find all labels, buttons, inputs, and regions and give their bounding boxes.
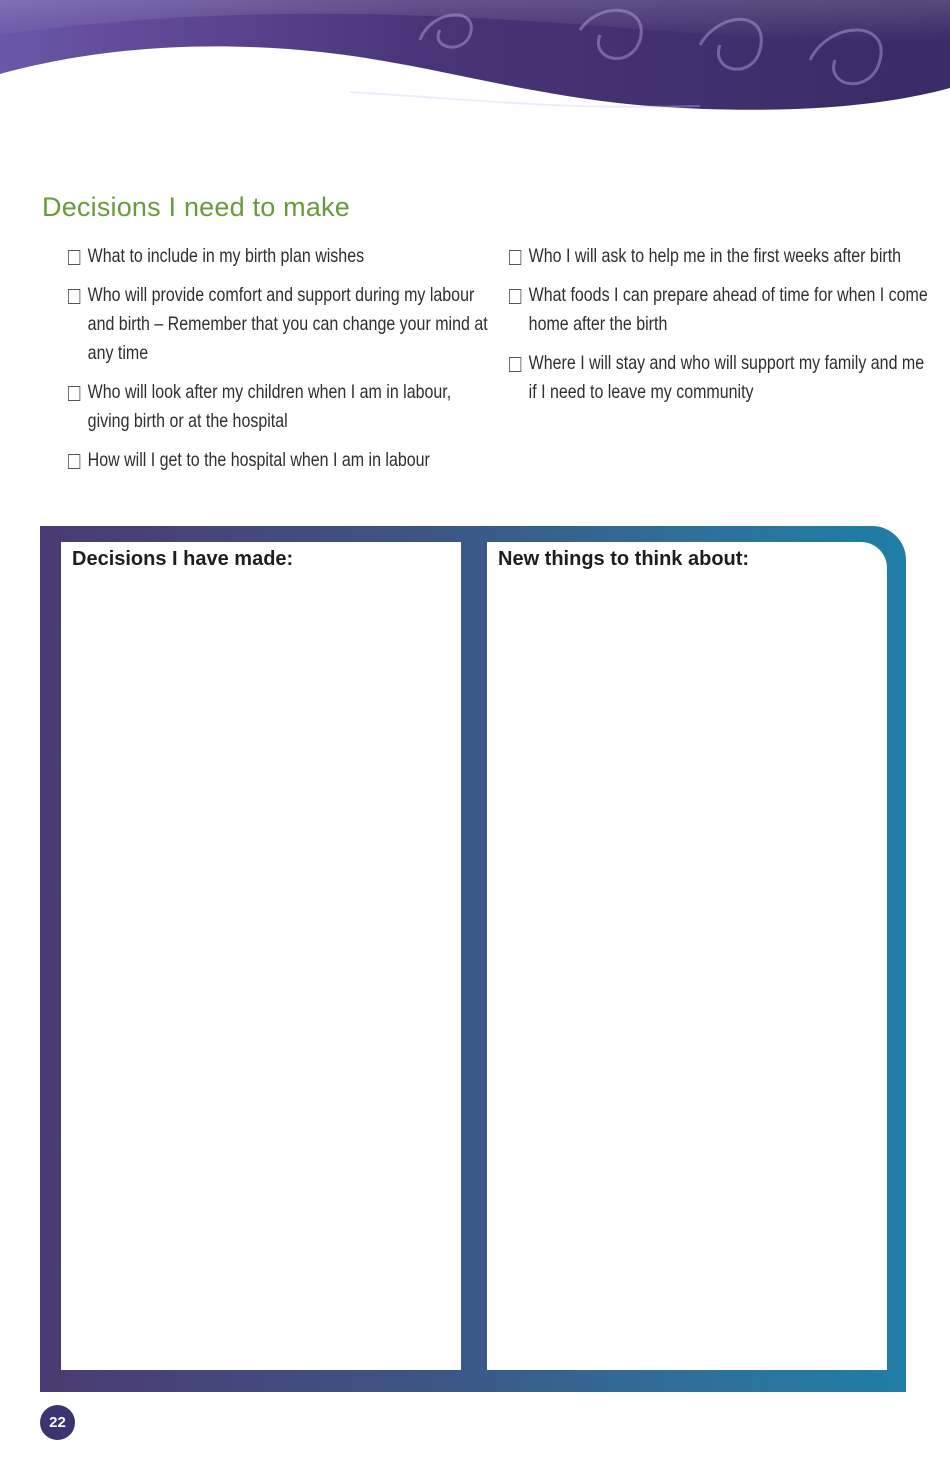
checkbox[interactable] [68,454,80,469]
checklist-item[interactable] [509,281,934,339]
checkbox[interactable] [68,289,80,304]
checklist-item-label: Where I will stay and who will support my family and me if I need to leave my community [528,352,925,403]
new-things-box[interactable] [487,542,887,1370]
checklist-item[interactable] [68,446,488,475]
checklist-left [68,242,488,485]
checkbox[interactable] [68,250,80,265]
checkbox[interactable] [509,289,521,304]
section-heading: Decisions I need to make [42,192,350,222]
checklist-item-label: Who I will ask to help me in the first weeks after birth [528,245,902,267]
checklist-item[interactable] [68,378,488,436]
decisions-made-box[interactable] [61,542,461,1370]
page-number-badge: 22 [40,1405,75,1440]
checklist-item[interactable] [68,281,488,368]
checklist-item[interactable] [509,349,934,407]
checkbox[interactable] [68,386,80,401]
checklist-item[interactable] [509,242,934,271]
checkbox[interactable] [509,357,521,372]
notes-panel [40,526,906,1392]
checklist-item-label: What foods I can prepare ahead of time for when I come home after the birth [528,284,928,335]
checklist-right [509,242,928,417]
new-things-title: New things to think about: [498,548,750,570]
checkbox[interactable] [509,250,521,265]
checklist-item-label: What to include in my birth plan wishes [87,245,365,267]
decisions-made-title: Decisions I have made: [72,548,294,570]
checklist-item-label: Who will provide comfort and support during my labour and birth – Remember that you can change your mind at any time [87,284,488,364]
checklist-item-label: Who will look after my children when I am in labour, giving birth or at the hospital [87,381,452,432]
checklist-item-label: How will I get to the hospital when I am in labour [87,449,430,471]
decorative-banner [0,0,950,120]
checklist-item[interactable] [68,242,488,271]
